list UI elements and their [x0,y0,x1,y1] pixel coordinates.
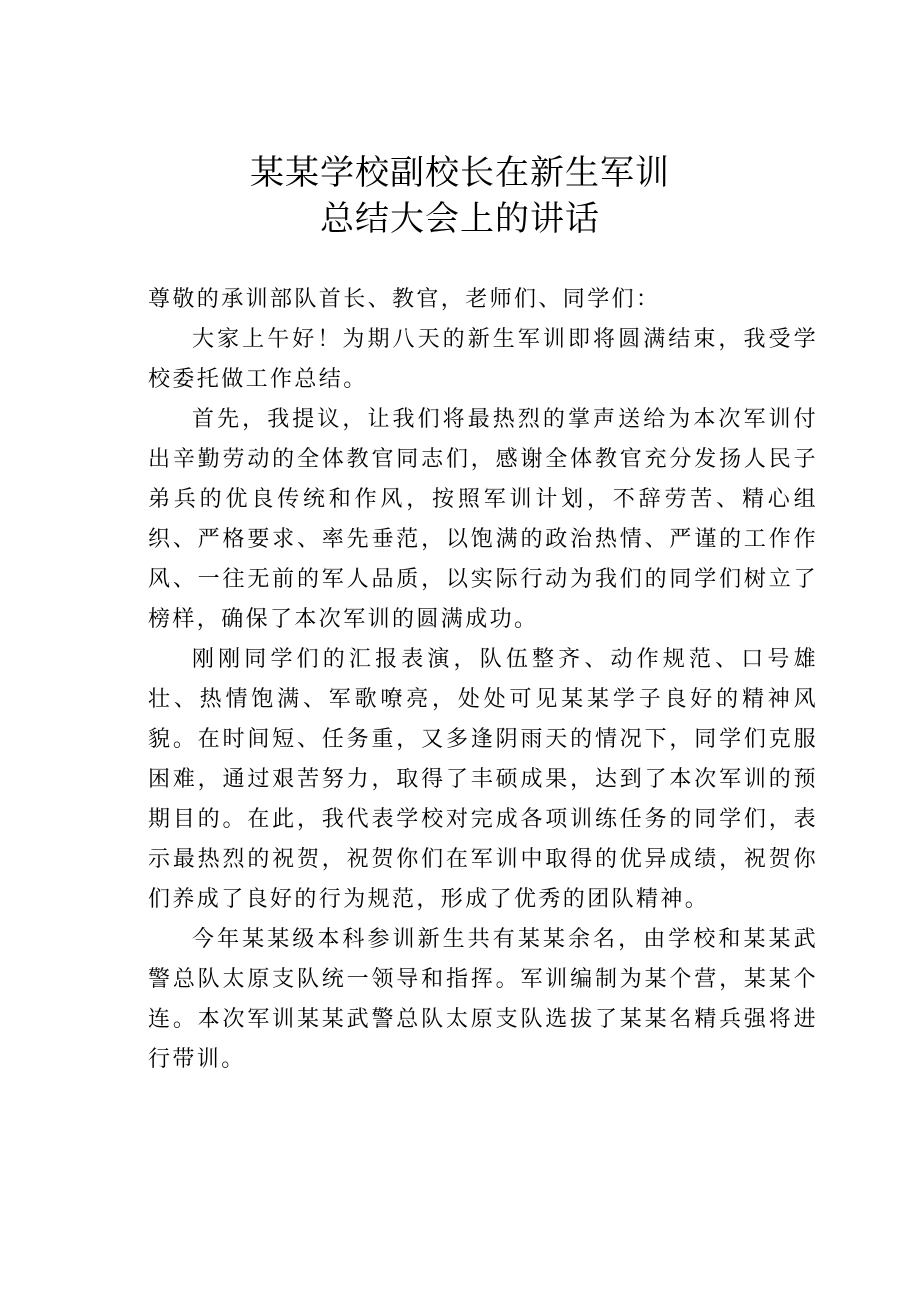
paragraph-4: 今年某某级本科参训新生共有某某余名，由学校和某某武警总队太原支队统一领导和指挥。军训编制为某个营，某某个连。本次军训某某武警总队太原支队选拔了某某名精兵强将进行带训。 [148,927,818,1072]
salutation: 尊敬的承训部队首长、教官，老师们、同学们： [148,287,661,312]
title-line-1: 某某学校副校长在新生军训 [250,153,670,193]
paragraph-1: 大家上午好！为期八天的新生军训即将圆满结束，我受学校委托做工作总结。 [148,327,818,392]
paragraph-3: 刚刚同学们的汇报表演，队伍整齐、动作规范、口号雄壮、热情饱满、军歌嘹亮，处处可见某某学子良好的精神风貌。在时间短、任务重，又多逢阴雨天的情况下，同学们克服困难，通过艰苦努力，取得了丰硕成果，达到了本次军训的预期目的。在此，我代表学校对完成各项训练任务的同学们，表示最热烈的祝贺，祝贺你们在军训中取得的优异成绩，祝贺你们养成了良好的行为规范，形成了优秀的团队精神。 [148,647,818,912]
paragraph-2: 首先，我提议，让我们将最热烈的掌声送给为本次军训付出辛勤劳动的全体教官同志们，感谢全体教官充分发扬人民子弟兵的优良传统和作风，按照军训计划，不辞劳苦、精心组织、严格要求、率先垂范，以饱满的政治热情、严谨的工作作风、一往无前的军人品质，以实际行动为我们的同学们树立了榜样，确保了本次军训的圆满成功。 [148,407,818,632]
document-title [0,150,920,242]
document-body [148,280,818,1080]
title-line-2: 总结大会上的讲话 [320,199,600,239]
